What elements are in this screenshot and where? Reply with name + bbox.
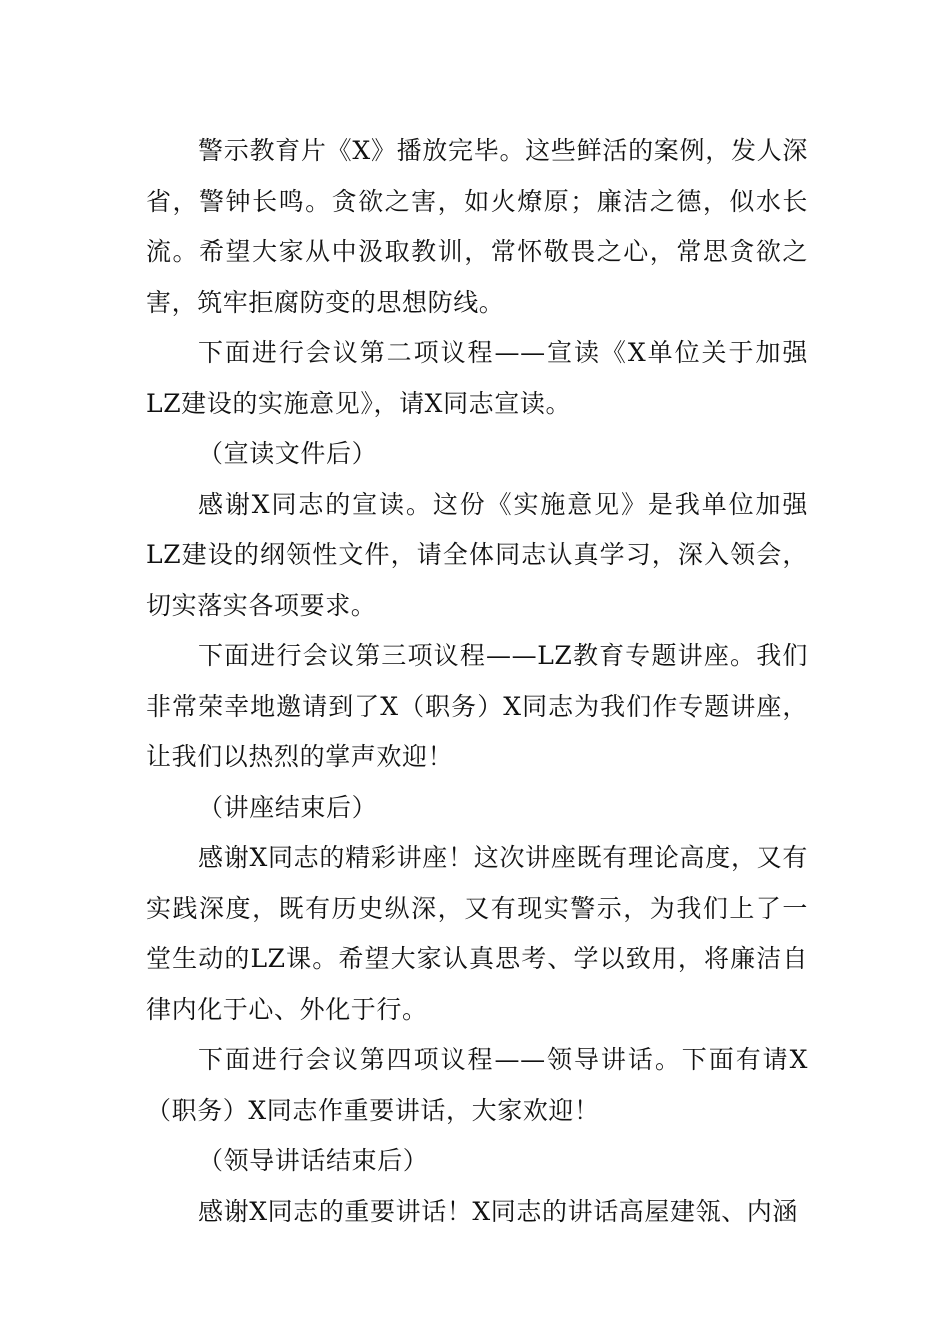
paragraph-thanks-speech: 感谢X同志的重要讲话！X同志的讲话高屋建瓴、内涵 xyxy=(198,1196,798,1226)
paragraph-agenda-item-3: 下面进行会议第三项议程——LZ教育专题讲座。我们非常荣幸地邀请到了X（职务）X同志为我们作专题讲座，让我们以热烈的掌声欢迎！ xyxy=(146,641,808,771)
paragraph-thanks-reading: 感谢X同志的宣读。这份《实施意见》是我单位加强LZ建设的纲领性文件，请全体同志认真学习，深入领会，切实落实各项要求。 xyxy=(146,489,808,620)
document-body xyxy=(146,126,808,1237)
paragraph-thanks-lecture: 感谢X同志的精彩讲座！这次讲座既有理论高度，又有实践深度，既有历史纵深，又有现实警示，为我们上了一堂生动的LZ课。希望大家认真思考、学以致用，将廉洁自律内化于心、外化于行。 xyxy=(146,843,808,1024)
paragraph-agenda-item-2: 下面进行会议第二项议程——宣读《X单位关于加强LZ建设的实施意见》，请X同志宣读。 xyxy=(146,338,808,418)
stage-note-after-lecture: （讲座结束后） xyxy=(198,792,378,822)
stage-note-after-reading: （宣读文件后） xyxy=(198,439,378,468)
stage-note-after-speech: （领导讲话结束后） xyxy=(198,1146,429,1175)
paragraph-warning-film: 警示教育片《X》播放完毕。这些鲜活的案例，发人深省，警钟长鸣。贪欲之害，如火燎原；廉洁之德，似水长流。希望大家从中汲取教训，常怀敬畏之心，常思贪欲之害，筑牢拒腐防变的思想防线。 xyxy=(146,136,808,317)
paragraph-agenda-item-4: 下面进行会议第四项议程——领导讲话。下面有请X（职务）X同志作重要讲话，大家欢迎！ xyxy=(146,1045,808,1125)
